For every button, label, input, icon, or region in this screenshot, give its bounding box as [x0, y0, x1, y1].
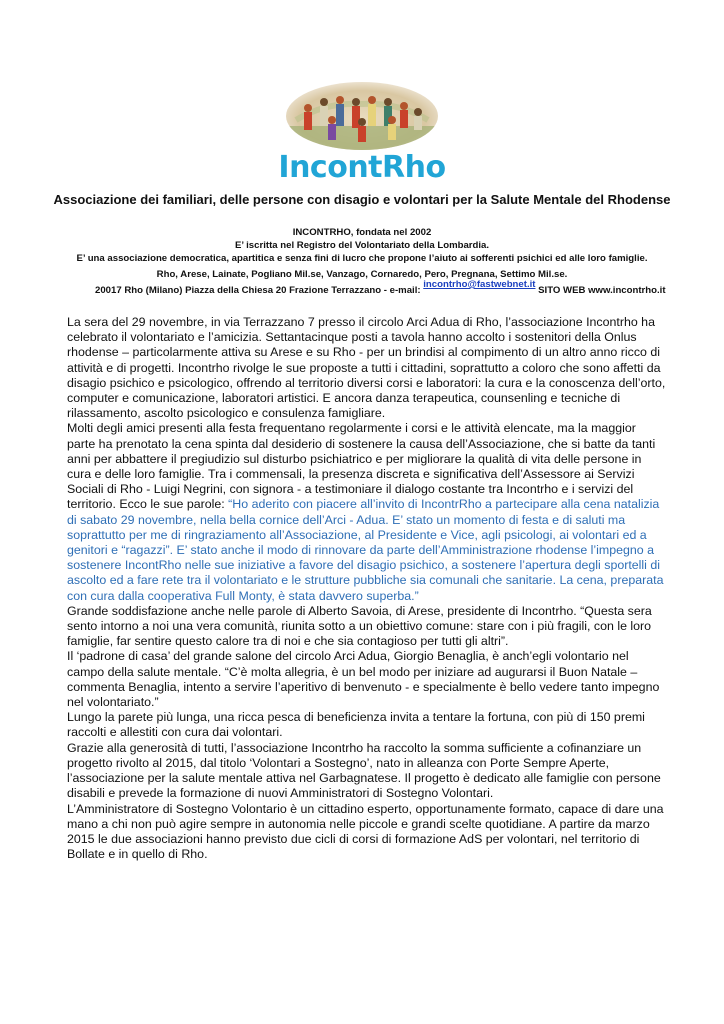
article-body [67, 315, 667, 862]
email-link[interactable]: incontrho@fastwebnet.it [423, 279, 536, 290]
logo-image [286, 82, 438, 150]
website-text: SITO WEB www.incontrho.it [538, 285, 666, 296]
paragraph: Lungo la parete più lunga, una ricca pesca di beneficienza invita a tentare la fortuna, con più di 150 premi raccolti e allestiti con cura dai volontari. [67, 710, 645, 740]
quote-text: “Ho aderito con piacere all’invito di IncontrRho a partecipare alla cena natalizia di sabato 29 novembre, nella bella cornice dell’Arci - Adua. E’ stato un momento di festa e di saluti ma soprattutto per me di ringraziamento all’Associazione, al Presidente e Vice, agli psicologi, ai volontari ed a genitori e “ragazzi”. E’ stato anche il modo di rinnovare da parte dell’Amministrazione rhodense l’impegno a sostenere IncontRho nelle sue iniziative a favore del disagio psichico, a sostenere l’apertura degli sportelli di ascolto ed a fare rete tra il volontariato e le strutture pubbliche sia comunali che sanitarie. La cena, preparata con cura dalla cooperativa Full Monty, è stata davvero superba.” [67, 497, 664, 603]
paragraph [67, 421, 667, 603]
paragraph: Grande soddisfazione anche nelle parole di Alberto Savoia, di Arese, presidente di Incontrho. “Questa sera sento intorno a noi una vera comunità, riunita sotto a un obiettivo comune: stare con i più fragili, con le loro famiglie, far sentire questo calore tra di noi e che sia contagioso per tutti gli altri”. [67, 603, 652, 649]
founded-line: INCONTRHO, fondata nel 2002 [292, 227, 432, 238]
paragraph: L’Amministratore di Sostegno Volontario è un cittadino esperto, opportunamente formato, capace di dare una mano a chi non può agire sempre in autonomia nelle piccole e grandi scelte quotidiane. A partire da marzo 2015 le due associazioni hanno previsto due cicli di corsi di formazione AdS per volontari, nel territorio di Bollate e in quello di Rho. [67, 801, 664, 862]
address-line [95, 279, 666, 296]
paragraph: La sera del 29 novembre, in via Terrazzano 7 presso il circolo Arci Adua di Rho, l’associazione Incontrho ha celebrato il volontariato e l’amicizia. Settantacinque posti a tavola hanno accolto i sostenitori della Onlus rhodense – particolarmente attiva su Arese e su Rho - per un brindisi al compimento di un altro anno ricco di attività e di progetti. Incontrho rivolge le sue proposte a tutti i cittadini, soprattutto a coloro che sono affetti da disagio psichico e psicologico, offrendo al territorio diversi corsi e laboratori: la cura e la conoscenza dell’orto, computer e comunicazione, laboratori artistici. E ancora danza terapeutica, counsenling e tecniche di rilassamento, ascolto psicologico e consulenza famigliare. [67, 315, 666, 421]
paragraph-text: Molti degli amici presenti alla festa frequentano regolarmente i corsi e le attività elencate, ma la maggior parte ha prenotato la cena spinta dal desiderio di sostenere la causa dell’Associazione, che si batte da tanti anni per abbattere il pregiudizio sul disturbo psichiatrico e per migliorare la qualità di vita delle persone in cura e delle loro famiglie. Tra i commensali, la presenza discreta e significativa dell’Assessore ai Servizi Sociali di Rho - Luigi Negrini, con signora - a testimoniare il dialogo costante tra Incontrho e i servizi del territorio. Ecco le sue parole: [67, 421, 656, 512]
association-subtitle: Associazione dei familiari, delle persone con disagio e volontari per la Salute Mentale del Rhodense [53, 192, 671, 207]
paragraph: Grazie alla generosità di tutti, l’associazione Incontrho ha raccolto la somma sufficiente a cofinanziare un progetto rivolto al 2015, dal titolo ‘Volontari a Sostegno’, nato in alleanza con Porte Sempre Aperte, l’associazione per la salute mentale attiva nel Garbagnatese. Il progetto è dedicato alle famiglie con persone disabili e prevede la formazione di nuovi Amministratori di Sostegno Volontari. [67, 740, 661, 801]
description-line: E’ una associazione democratica, apartitica e senza fini di lucro che propone l’aiuto ai sofferenti psichici ed alle loro famiglie. [76, 253, 648, 264]
registry-line: E’ iscritta nel Registro del Volontariato della Lombardia. [234, 240, 490, 251]
address-text: 20017 Rho (Milano) Piazza della Chiesa 20 Frazione Terrazzano - e-mail: [95, 285, 421, 296]
paragraph: Il ‘padrone di casa’ del grande salone del circolo Arci Adua, Giorgio Benaglia, è anch’egli volontario nel campo della salute mentale. “C’è molta allegria, è un bel modo per iniziare ad augurarsi il Buon Natale – commenta Benaglia, intento a servire l’aperitivo di benvenuto - e specialmente è bello vedere tanto impegno nel volontariato.” [67, 649, 660, 710]
towns-line: Rho, Arese, Lainate, Pogliano Mil.se, Vanzago, Cornaredo, Pero, Pregnana, Settimo Mil.se. [156, 269, 568, 280]
page-title: IncontRho [278, 150, 446, 185]
